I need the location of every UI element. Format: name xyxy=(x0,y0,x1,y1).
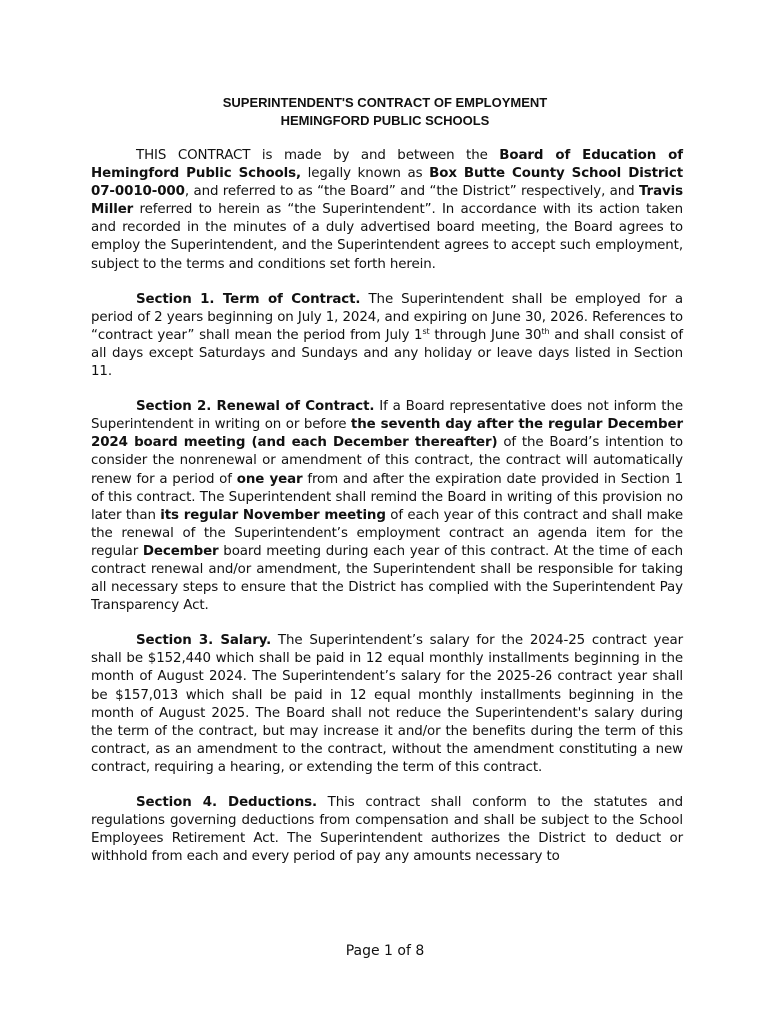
district-name: Box Butte County School District 07-0010-000 xyxy=(91,166,683,200)
section-1-text: and shall consist of all days except Saturdays and Sundays and any holiday or leave days listed in Section 11. xyxy=(91,327,683,380)
section-2-text: If a Board representative does not inform the Superintendent in writing on or before xyxy=(91,399,683,433)
intro-text: , and referred to as “the Board” and “the District” respectively, and xyxy=(184,184,639,200)
ordinal-suffix: st xyxy=(422,326,430,336)
section-3-paragraph xyxy=(91,632,683,777)
section-2-text: from and after the expiration date provided in Section 1 of this contract. The Superintendent shall remind the Board in writing of this provision no later than xyxy=(91,471,683,523)
section-1-text: The Superintendent shall be employed for a period of 2 years beginning on July 1, 2024, and expiring on June 30, 2026. References to “contract year” shall mean the period from July 1 xyxy=(91,291,683,343)
section-2-paragraph xyxy=(91,398,683,615)
section-2-text: of each year of this contract and shall make the renewal of the Superintendent’s employment contract an agenda item for the regular xyxy=(91,507,683,559)
section-3-text: The Superintendent’s salary for the 2024-25 contract year shall be $152,440 which shall be paid in 12 equal monthly installments beginning in the month of August 2024. The Superintendent’s salary for the 2025-26 contract year shall be $157,013 which shall be paid in 12 equal monthly installments beginning in the month of August 2025. The Board shall not reduce the Superintendent's salary during the term of the contract, but may increase it and/or the benefits during the term of this contract, as an amendment to the contract, without the amendment constituting a new contract, requiring a hearing, or extending the term of this contract. xyxy=(91,633,683,775)
section-1-text: through June 30 xyxy=(429,327,542,343)
document-title-line-1: SUPERINTENDENT'S CONTRACT OF EMPLOYMENT xyxy=(222,95,548,110)
page-number: Page 1 of 8 xyxy=(345,943,425,959)
section-1-paragraph xyxy=(91,291,683,381)
board-name: Board of Education of Hemingford Public Schools, xyxy=(91,148,683,182)
section-4-text: This contract shall conform to the statutes and regulations governing deductions from compensation and shall be subject to the School Employees Retirement Act. The Superintendent authorizes the District to deduct or withhold from each and every period of pay any amounts necessary to xyxy=(91,795,683,865)
intro-text: referred to herein as “the Superintendent”. In accordance with its action taken and recorded in the minutes of a duly advertised board meeting, the Board agrees to employ the Superintendent, and the Superintendent agrees to accept such employment, subject to the terms and conditions set forth herein. xyxy=(91,202,683,272)
document-title-line-2: HEMINGFORD PUBLIC SCHOOLS xyxy=(280,113,490,128)
section-2-text: of the Board’s intention to consider the nonrenewal or amendment of this contract, the contract will automatically renew for a period of xyxy=(91,435,683,487)
intro-paragraph xyxy=(91,147,683,274)
ordinal-suffix: th xyxy=(541,326,550,336)
agenda-month: December xyxy=(142,543,219,559)
renewal-deadline: the seventh day after the regular December 2024 board meeting (and each December thereafter) xyxy=(91,417,683,451)
section-2-heading: Section 2. Renewal of Contract. xyxy=(136,399,375,415)
contract-body xyxy=(91,147,683,883)
section-2-text: board meeting during each year of this contract. At the time of each contract renewal and/or amendment, the Superintendent shall be responsible for taking all necessary steps to ensure that the District has complied with the Superintendent Pay Transparency Act. xyxy=(91,543,684,614)
intro-text: legally known as xyxy=(301,166,430,182)
intro-text: THIS CONTRACT is made by and between the xyxy=(136,148,500,163)
renewal-period: one year xyxy=(236,471,303,487)
section-3-heading: Section 3. Salary. xyxy=(136,633,272,649)
section-1-heading: Section 1. Term of Contract. xyxy=(136,291,361,307)
superintendent-name: Travis Miller xyxy=(91,184,683,218)
section-4-paragraph xyxy=(91,794,683,866)
section-4-heading: Section 4. Deductions. xyxy=(136,795,317,810)
reminder-meeting: its regular November meeting xyxy=(160,507,386,523)
